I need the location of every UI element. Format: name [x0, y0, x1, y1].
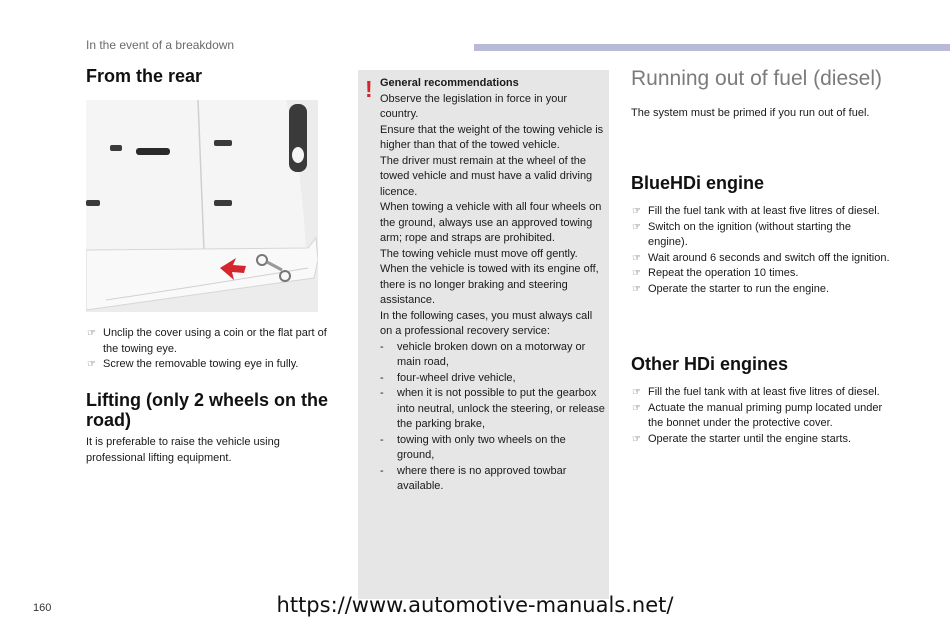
list-item: ☞ Switch on the ignition (without starting the engine).: [632, 220, 852, 248]
list-item: ☞ Fill the fuel tank with at least five litres of diesel.: [631, 385, 893, 401]
list-item: - four-wheel drive vehicle,: [380, 371, 516, 384]
other-hdi-heading: Other HDi engines: [631, 354, 789, 374]
pointing-hand-icon: ☞: [632, 283, 641, 295]
watermark-url[interactable]: https://www.automotive-manuals.net/: [276, 593, 674, 617]
vehicle-rear-illustration: [86, 100, 318, 312]
running-out-of-fuel-title: Running out of fuel (diesel): [631, 67, 882, 90]
paragraph: Ensure that the weight of the towing vehicle is higher than that of the towed vehicle.: [380, 123, 604, 151]
list-item: - where there is no approved towbar available.: [380, 464, 567, 492]
towing-eye-illustration: [86, 100, 318, 312]
general-recommendations-title: General recommendations: [380, 77, 519, 89]
pointing-hand-icon: ☞: [632, 206, 641, 217]
list-item: ☞ Wait around 6 seconds and switch off the ignition.: [631, 251, 891, 267]
bluehdi-heading: BlueHDi engine: [631, 173, 765, 193]
lifting-heading: Lifting (only 2 wheels on the road): [86, 390, 329, 430]
pointing-hand-icon: ☞: [87, 328, 96, 339]
paragraph: The towing vehicle must move off gently.: [380, 247, 578, 260]
from-the-rear-section: [86, 66, 336, 86]
paragraph: The driver must remain at the wheel of the towed vehicle and must have a valid driving licence.: [380, 154, 593, 198]
pointing-hand-icon: ☞: [632, 252, 641, 264]
list-item: ☞ Screw the removable towing eye in fully.: [86, 357, 342, 373]
list-item: - when it is not possible to put the gearbox into neutral, unlock the steering, or release the parking brake,: [380, 387, 605, 430]
paragraph: In the following cases, you must always call on a professional recovery service:: [380, 309, 593, 337]
other-hdi-section: [631, 354, 788, 374]
paragraph: When the vehicle is towed with its engine off, there is no longer braking and steering assistance.: [380, 263, 599, 306]
list-item: ☞ Unclip the cover using a coin or the flat part of the towing eye.: [87, 327, 327, 355]
from-the-rear-heading: From the rear: [86, 66, 203, 86]
header-bar: [474, 44, 950, 51]
recovery-cases-list: [380, 340, 606, 495]
lifting-text: It is preferable to raise the vehicle using professional lifting equipment.: [86, 436, 280, 464]
section-title: In the event of a breakdown: [86, 38, 235, 52]
paragraph: Observe the legislation in force in your country.: [380, 92, 568, 120]
bluehdi-steps: [631, 204, 891, 297]
list-item: ☞ Repeat the operation 10 times.: [631, 266, 891, 282]
intro-text: The system must be primed if you run out of fuel.: [631, 107, 870, 119]
from-the-rear-steps: [86, 326, 342, 373]
pointing-hand-icon: ☞: [632, 268, 641, 279]
bluehdi-section: [631, 173, 764, 193]
list-item: ☞ Operate the starter until the engine starts.: [631, 432, 893, 448]
lifting-section: [86, 390, 336, 430]
other-hdi-steps: [631, 385, 893, 447]
list-item: ☞ Fill the fuel tank with at least five litres of diesel.: [631, 204, 891, 220]
pointing-hand-icon: ☞: [632, 433, 641, 445]
page-number: 160: [33, 602, 52, 614]
pointing-hand-icon: ☞: [632, 387, 641, 398]
exclamation-warning-icon: !: [365, 76, 373, 102]
running-out-of-fuel-section: [631, 68, 901, 122]
general-recommendations-content: [380, 76, 606, 495]
list-item: ☞ Actuate the manual priming pump located under the bonnet under the protective cover.: [632, 401, 883, 429]
paragraph: When towing a vehicle with all four wheels on the ground, always use an approved towing arm; rope and straps are prohibited.: [380, 201, 602, 244]
list-item: ☞ Operate the starter to run the engine.: [631, 282, 891, 298]
pointing-hand-icon: ☞: [632, 221, 641, 233]
pointing-hand-icon: ☞: [632, 402, 641, 414]
list-item: - towing with only two wheels on the ground,: [380, 433, 566, 461]
pointing-hand-icon: ☞: [87, 359, 96, 370]
list-item: - vehicle broken down on a motorway or main road,: [380, 340, 586, 368]
